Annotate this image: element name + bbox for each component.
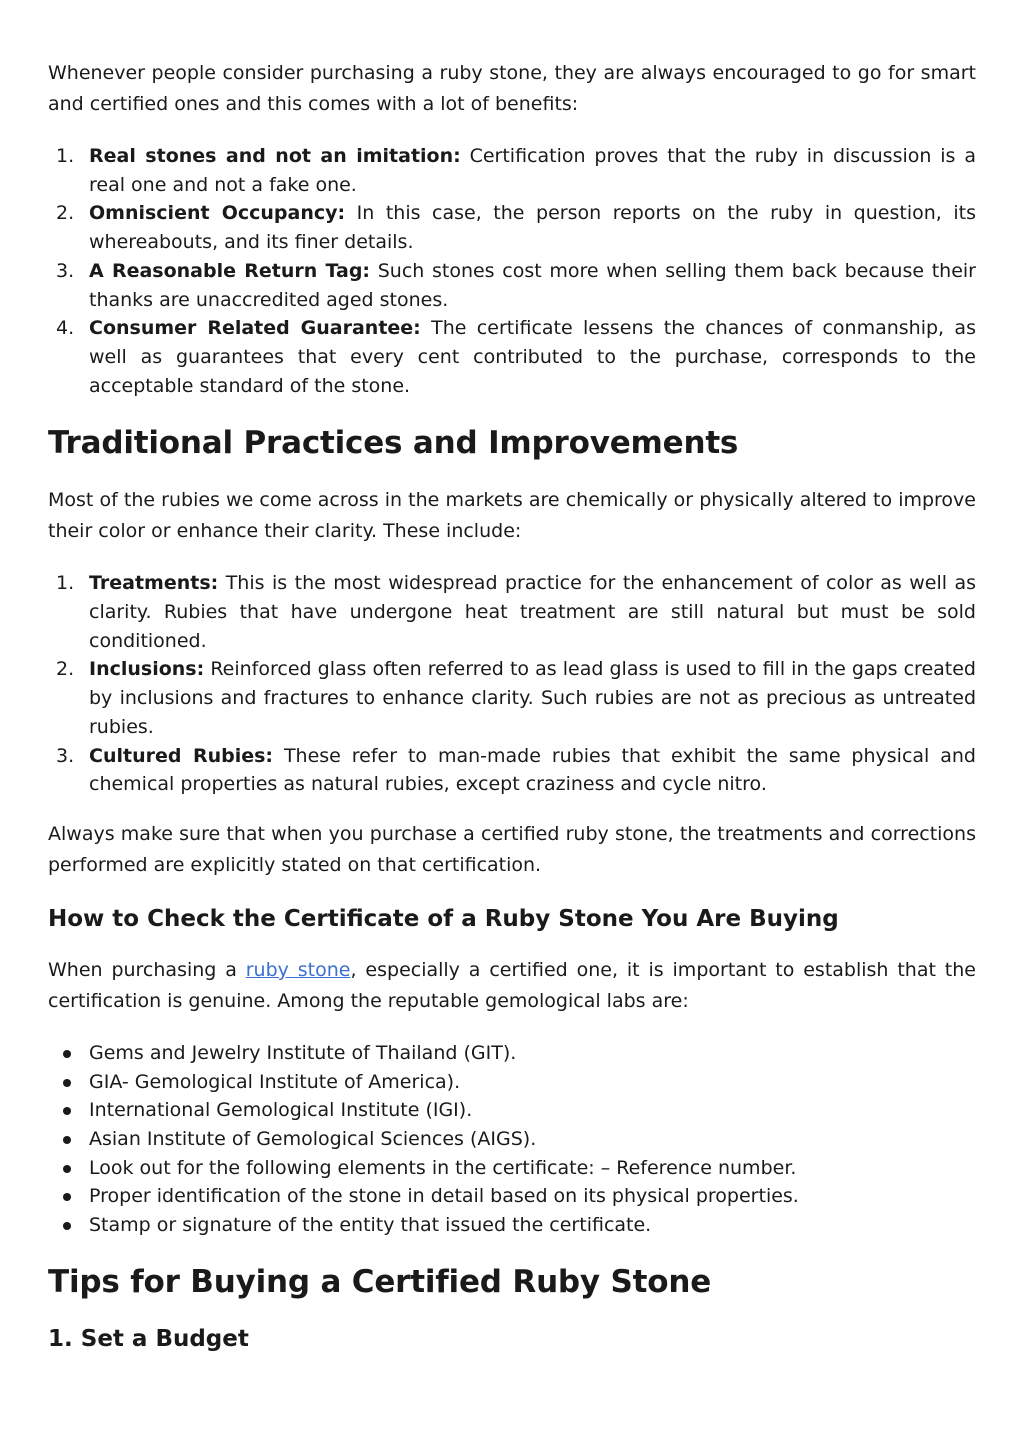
subheading-set-budget: 1. Set a Budget [48, 1325, 249, 1352]
list-item-text: This is the most widespread practice for the enhancement of color as well as clarity. Rubies that have undergone heat treatment are still natural but must be sold conditioned. [89, 572, 976, 652]
bullet-icon [63, 1136, 71, 1144]
list-item-title: Omniscient Occupancy: [89, 202, 346, 225]
list-number: 1. [56, 145, 75, 167]
bullet-icon [63, 1222, 71, 1230]
section-heading-check-certificate: How to Check the Certificate of a Ruby Stone You Are Buying [48, 905, 839, 932]
list-item-title: A Reasonable Return Tag: [89, 259, 371, 282]
list-item-text: The certificate lessens the chances of conmanship, as well as guarantees that every cent contributed to the purchase, corresponds to the acceptable standard of the stone. [89, 317, 976, 397]
section-heading-traditional-practices: Traditional Practices and Improvements [48, 425, 739, 462]
list-item-title: Consumer Related Guarantee: [89, 317, 421, 340]
list-item-text: International Gemological Institute (IGI). [89, 1099, 473, 1122]
list-item-text: GIA- Gemological Institute of America). [89, 1070, 461, 1093]
list-item [48, 742, 976, 799]
intro-text-after-link: , especially a certified one, it is important to establish that the certification is genuine. Among the reputable gemological labs are: [48, 958, 976, 1012]
list-item-text: In this case, the person reports on the ruby in question, its whereabouts, and its finer details. [89, 202, 976, 254]
list-item [48, 655, 976, 741]
list-item [48, 1211, 976, 1240]
list-item-title: Real stones and not an imitation: [89, 145, 461, 167]
bullet-icon [63, 1193, 71, 1201]
list-item [48, 1039, 976, 1068]
list-number: 4. [56, 317, 75, 340]
list-item-text: Certification proves that the ruby in discussion is a real one and not a fake one. [89, 145, 976, 196]
intro-text-before-link: When purchasing a [48, 958, 246, 981]
labs-list [48, 1039, 976, 1240]
ruby-stone-link[interactable]: ruby stone [245, 958, 351, 981]
list-item [48, 1125, 976, 1154]
list-number: 2. [56, 202, 75, 225]
bullet-icon [63, 1079, 71, 1087]
list-item-title: Cultured Rubies: [89, 744, 274, 767]
intro-paragraph: Whenever people consider purchasing a ruby stone, they are always encouraged to go for smart and certified ones and this comes with a lot of benefits: [48, 62, 976, 115]
list-number: 3. [56, 744, 75, 767]
list-item-text: Stamp or signature of the entity that issued the certificate. [89, 1214, 652, 1237]
list-item-text: Gems and Jewelry Institute of Thailand (GIT). [89, 1041, 517, 1064]
list-item [48, 569, 976, 655]
list-item-text: These refer to man-made rubies that exhibit the same physical and chemical properties as natural rubies, except craziness and cycle nitro. [89, 744, 976, 796]
benefits-list [48, 142, 976, 400]
list-item-text: Reinforced glass often referred to as lead glass is used to fill in the gaps created by inclusions and fractures to enhance clarity. Such rubies are not as precious as untreated rubies. [89, 658, 976, 738]
practices-list [48, 569, 976, 799]
bullet-icon [63, 1165, 71, 1173]
list-number: 1. [56, 572, 75, 595]
list-item [48, 1096, 976, 1125]
section-heading-tips: Tips for Buying a Certified Ruby Stone [48, 1263, 712, 1300]
list-item [48, 1154, 976, 1183]
list-number: 3. [56, 259, 75, 282]
list-item [48, 1068, 976, 1097]
list-item-title: Treatments: [89, 572, 219, 595]
practices-intro-paragraph: Most of the rubies we come across in the markets are chemically or physically altered to improve their color or enhance their clarity. These include: [48, 489, 976, 543]
bullet-icon [63, 1107, 71, 1115]
list-item-text: Look out for the following elements in the certificate: – Reference number. [89, 1156, 797, 1179]
list-item [48, 199, 976, 256]
list-item-text: Such stones cost more when selling them back because their thanks are unaccredited aged stones. [89, 259, 976, 311]
list-item-text: Asian Institute of Gemological Sciences (AIGS). [89, 1128, 537, 1151]
list-number: 2. [56, 658, 75, 681]
list-item [48, 1182, 976, 1211]
list-item-title: Inclusions: [89, 658, 205, 681]
list-item [48, 142, 976, 199]
list-item [48, 257, 976, 314]
bullet-icon [63, 1050, 71, 1058]
practices-outro-paragraph: Always make sure that when you purchase a certified ruby stone, the treatments and corrections performed are explicitly stated on that certification. [48, 822, 976, 876]
list-item [48, 314, 976, 400]
certificate-intro-paragraph [48, 955, 976, 1017]
list-item-text: Proper identification of the stone in detail based on its physical properties. [89, 1185, 799, 1208]
